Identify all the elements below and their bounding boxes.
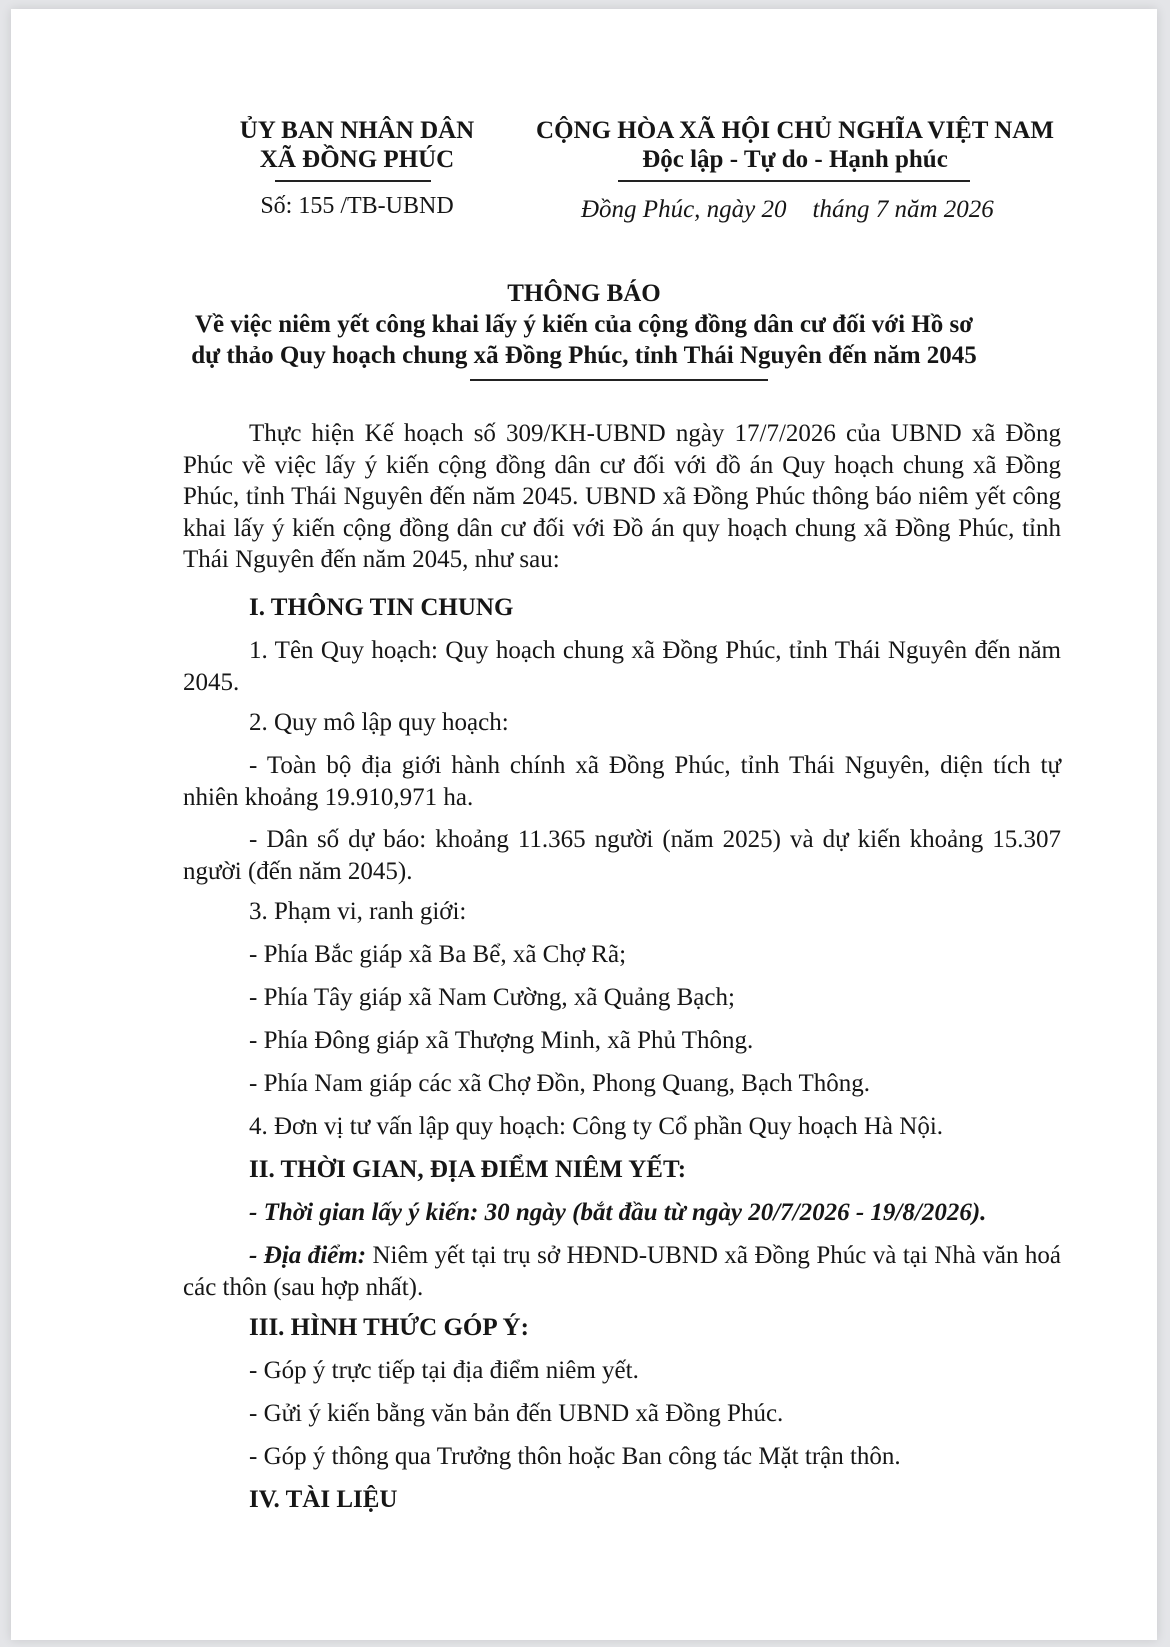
posting-location-label: - Địa điểm: (249, 1242, 367, 1269)
section1-item4: 4. Đơn vị tư vấn lập quy hoạch: Công ty Cổ phần Quy hoạch Hà Nội. (249, 1113, 944, 1140)
section1-item2-area: - Toàn bộ địa giới hành chính xã Đồng Phúc, tỉnh Thái Nguyên, diện tích tự nhiên khoảng 19.910,971 ha. (183, 752, 1061, 811)
feedback-method-2: - Gửi ý kiến bằng văn bản đến UBND xã Đồng Phúc. (249, 1400, 784, 1427)
national-motto: Độc lập - Tự do - Hạnh phúc (642, 146, 948, 173)
title-underline (470, 379, 768, 381)
place-and-date (581, 196, 994, 224)
feedback-method-1: - Góp ý trực tiếp tại địa điểm niêm yết. (249, 1357, 639, 1384)
org-underline (275, 180, 431, 182)
place-date-part1: Đồng Phúc, ngày 20 (581, 196, 787, 223)
document-number-suffix: /TB-UBND (340, 193, 454, 219)
boundary-north: - Phía Bắc giáp xã Ba Bể, xã Chợ Rã; (249, 941, 627, 968)
org-name-line1: ỦY BAN NHÂN DÂN (239, 117, 475, 144)
intro-paragraph: Thực hiện Kế hoạch số 309/KH-UBND ngày 17/7/2026 của UBND xã Đồng Phúc về việc lấy ý kiến cộng đồng dân cư đối với đồ án Quy hoạch chung xã Đồng Phúc, tỉnh Thái Nguyên đến năm 2045. UBND xã Đồng Phúc thông báo niêm yết công khai lấy ý kiến cộng đồng dân cư đối với Đồ án quy hoạch chung xã Đồng Phúc, tỉnh Thái Nguyên đến năm 2045, như sau: (183, 420, 1061, 573)
place-date-part2: tháng 7 năm 2026 (812, 196, 994, 223)
section1-item1: 1. Tên Quy hoạch: Quy hoạch chung xã Đồng Phúc, tỉnh Thái Nguyên đến năm 2045. (183, 637, 1061, 696)
document-page (11, 9, 1157, 1640)
boundary-south: - Phía Nam giáp các xã Chợ Đồn, Phong Quang, Bạch Thông. (249, 1070, 870, 1097)
boundary-east: - Phía Đông giáp xã Thượng Minh, xã Phủ Thông. (249, 1027, 754, 1054)
section1-heading: I. THÔNG TIN CHUNG (249, 594, 514, 621)
posting-location (183, 1240, 1061, 1303)
section1-item2: 2. Quy mô lập quy hoạch: (249, 709, 509, 736)
document-number-value: 155 (298, 193, 335, 219)
national-title: CỘNG HÒA XÃ HỘI CHỦ NGHĨA VIỆT NAM (536, 117, 1054, 144)
boundary-west: - Phía Tây giáp xã Nam Cường, xã Quảng Bạch; (249, 984, 735, 1011)
document-number (183, 193, 531, 220)
notice-subject-line1: Về việc niêm yết công khai lấy ý kiến của cộng đồng dân cư đối với Hồ sơ (194, 311, 974, 338)
posting-location-text: Niêm yết tại trụ sở HĐND-UBND xã Đồng Phúc và tại Nhà văn hoá các thôn (sau hợp nhất). (183, 1242, 1062, 1301)
motto-underline (618, 180, 970, 182)
consultation-period: - Thời gian lấy ý kiến: 30 ngày (bắt đầu từ ngày 20/7/2026 - 19/8/2026). (249, 1199, 987, 1226)
notice-heading: THÔNG BÁO (507, 280, 661, 307)
feedback-method-3: - Góp ý thông qua Trưởng thôn hoặc Ban công tác Mặt trận thôn. (249, 1443, 901, 1470)
section3-heading: III. HÌNH THỨC GÓP Ý: (249, 1314, 529, 1341)
section2-heading: II. THỜI GIAN, ĐỊA ĐIỂM NIÊM YẾT: (249, 1156, 687, 1183)
document-number-label: Số: (260, 193, 293, 219)
section4-heading: IV. TÀI LIỆU (249, 1486, 398, 1513)
notice-subject-line2: dự thảo Quy hoạch chung xã Đồng Phúc, tỉnh Thái Nguyên đến năm 2045 (191, 342, 977, 369)
section1-item2-population: - Dân số dự báo: khoảng 11.365 người (năm 2025) và dự kiến khoảng 15.307 người (đến năm 2045). (183, 826, 1061, 885)
section1-item3: 3. Phạm vi, ranh giới: (249, 898, 467, 925)
org-name-line2: XÃ ĐỒNG PHÚC (259, 146, 455, 173)
